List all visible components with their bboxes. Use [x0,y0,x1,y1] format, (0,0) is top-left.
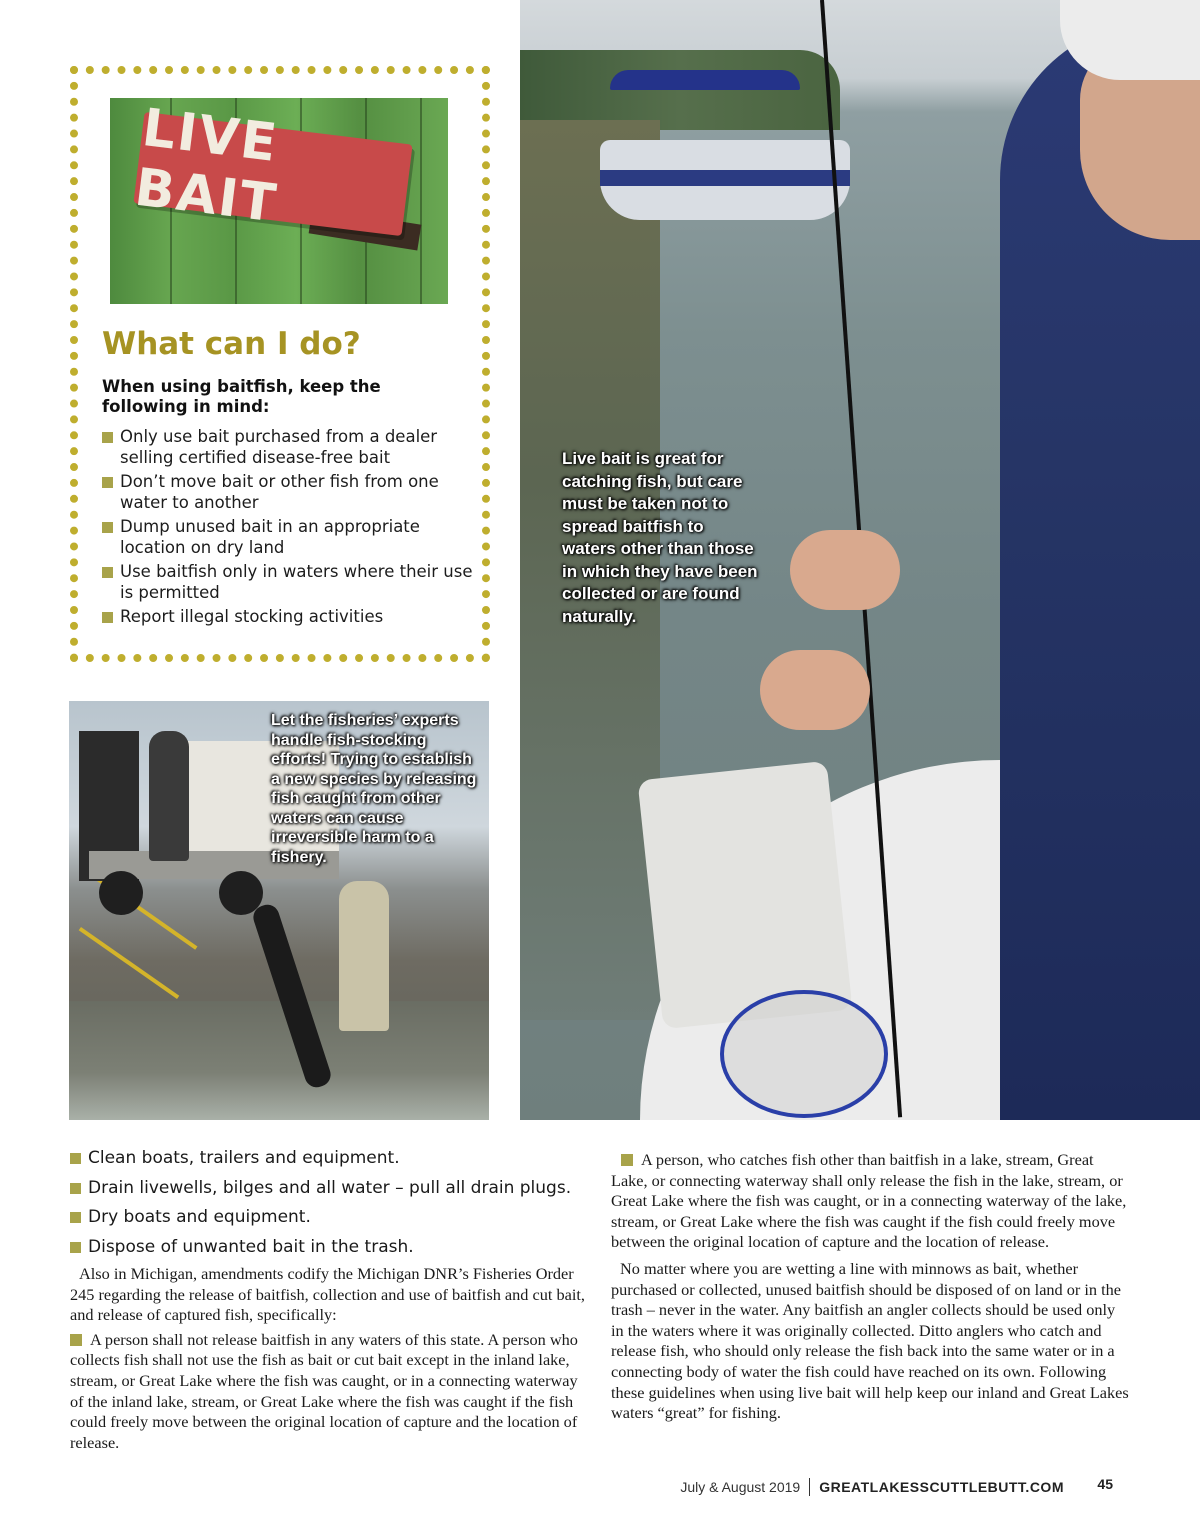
square-bullet-icon [70,1212,81,1223]
angler-hand [760,650,870,730]
list-item: Dispose of unwanted bait in the trash. [70,1236,610,1258]
body-paragraph: A person, who catches fish other than baitfish in a lake, stream, Great Lake, or connecting waterway shall only release the fish in the lake, stream, or Great Lake where the fish was caught, or in a connecting waterway of the lake, stream, or Great Lake where the fish was caught if the fish could freely move between the original location of capture and the location of release. [611,1150,1127,1252]
list-item: Use baitfish only in waters where their use is permitted [102,562,474,603]
square-bullet-icon [70,1242,81,1253]
box-heading: What can I do? [102,326,361,362]
box-intro: When using baitfish, keep the following in mind: [102,377,381,416]
pontoon-stripe [600,170,850,186]
hatchery-photo-caption: Let the fisheries’ experts handle fish-stocking efforts! Trying to establish a new species by releasing fish caught from other waters can cause irreversible harm to a fishery. [271,712,477,866]
list-item: Clean boats, trailers and equipment. [70,1147,610,1169]
body-paragraph: Also in Michigan, amendments codify the Michigan DNR’s Fisheries Order 245 regarding the release of baitfish, collection and use of baitfish and cut bait, and release of captured fish, specifically: [70,1264,585,1325]
list-item: Report illegal stocking activities [102,607,474,628]
worker-in-water [339,881,389,1031]
page-number: 45 [1097,1476,1113,1492]
website-link[interactable]: GREATLAKESSCUTTLEBUTT.COM [819,1479,1064,1495]
square-bullet-icon [621,1154,633,1166]
baitfish-guidelines-list [102,427,474,632]
parking-line [79,927,180,999]
live-bait-sign: LIVE BAIT [133,112,412,236]
issue-date: July & August 2019 [680,1479,801,1495]
wood-plank-seam [420,98,422,304]
list-item: Dry boats and equipment. [70,1206,610,1228]
worker-on-truck [149,731,189,861]
square-bullet-icon [102,567,113,578]
square-bullet-icon [70,1153,81,1164]
square-bullet-icon [102,612,113,623]
footer-divider [809,1478,810,1496]
boat-console [637,761,852,1029]
square-bullet-icon [102,522,113,533]
list-item: Only use bait purchased from a dealer selling certified disease-free bait [102,427,474,468]
list-item: Dump unused bait in an appropriate location on dry land [102,517,474,558]
landing-net [720,990,888,1118]
truck-wheel [99,871,143,915]
body-column-left [70,1264,590,1457]
square-bullet-icon [102,477,113,488]
square-bullet-icon [70,1183,81,1194]
body-column-right [611,1150,1131,1428]
square-bullet-icon [70,1334,82,1346]
page-footer [680,1476,1064,1498]
angler-lake-photo [520,0,1200,1120]
pontoon-canopy [610,70,800,90]
square-bullet-icon [102,432,113,443]
angler-hand [790,530,900,610]
list-item: Drain livewells, bilges and all water – pull all drain plugs. [70,1177,610,1199]
list-item: Don’t move bait or other fish from one water to another [102,472,474,513]
boat-ramp-water [69,1001,489,1120]
live-bait-sign-photo [110,98,448,304]
body-paragraph: No matter where you are wetting a line with minnows as bait, whether purchased or collected, unused baitfish should be disposed of on land or in the trash – never in the water. Any baitfish an angler collects should be used only in the waters where it was originally collected. Ditto anglers who catch and release fish, who should only release the fish back into the same water or in a connecting body of water the fish could have reached on its own. Following these guidelines when using live bait will help keep our inland and Great Lakes waters “great” for fishing. [611,1258,1129,1423]
boat-cleaning-tips-list [70,1147,610,1265]
body-paragraph: A person shall not release baitfish in any waters of this state. A person who collects fish shall not use the fish as bait or cut bait except in the inland lake, stream, or Great Lake where the fish was caught, or in a connecting waterway of the inland lake, stream, or Great Lake where the fish was caught if the fish could freely move between the original location of capture and the location of release. [70,1329,578,1452]
fish-hatchery-truck-photo [69,701,489,1120]
lake-photo-caption: Live bait is great for catching fish, but care must be taken not to spread baitfish to waters other than those in which they have been collected or are found naturally. [562,449,758,626]
shoreline-trees [520,50,840,130]
